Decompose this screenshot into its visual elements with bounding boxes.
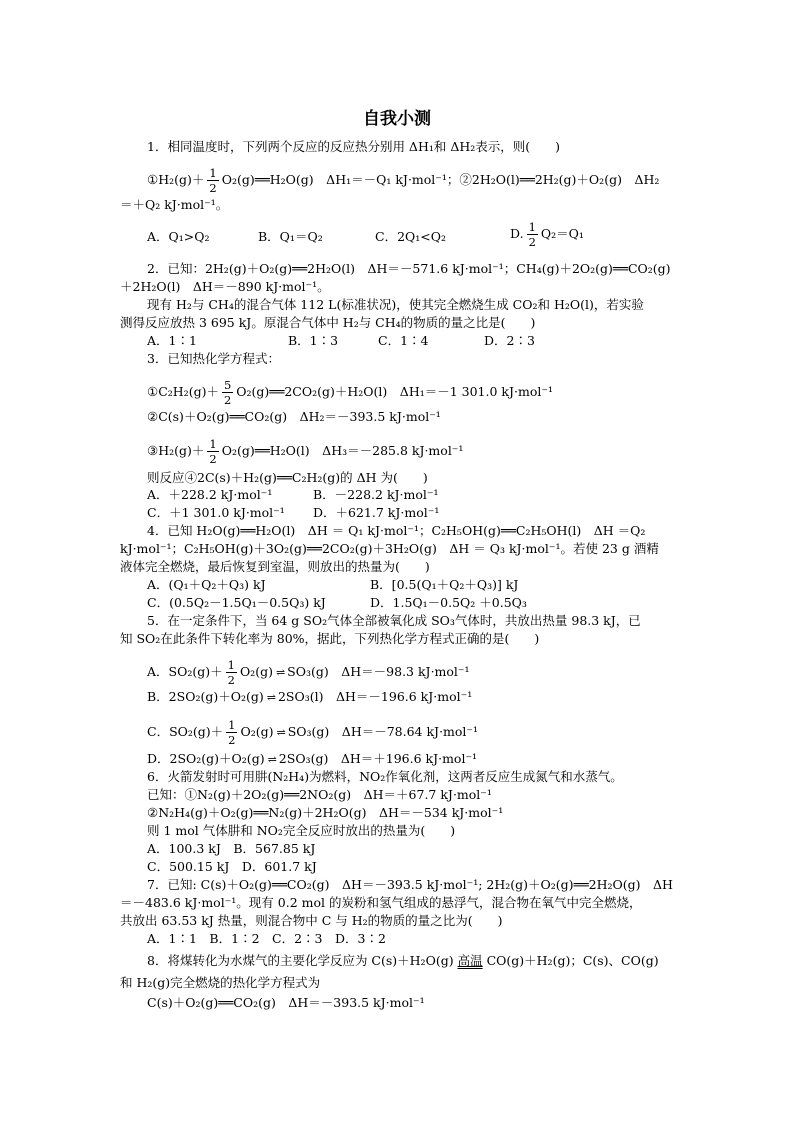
q1-equation [147,166,659,195]
fraction-denominator: 2 [528,235,536,249]
q3-eq-part: O₂(g)══H₂O(l) ΔH₃＝－285.8 kJ·mol⁻¹ [221,443,464,458]
equilibrium-arrow-icon: ⇌ [276,726,285,739]
q4-option-a: A．(Q₁＋Q₂＋Q₃) kJ [147,577,266,592]
q1-option-b: B．Q₁＝Q₂ [258,229,323,244]
q5-option-c [147,718,478,747]
q5-option-a [147,658,470,687]
q8-line-2: 和 H₂(g)完全燃烧的热化学方程式为 [120,975,321,990]
fraction-denominator: 2 [228,733,236,747]
q7-line-2: ＝－483.6 kJ·mol⁻¹。现有 0.2 mol 的炭粉和氢气组成的悬浮气，混合物在氧气中完全燃烧， [120,895,642,910]
fraction-denominator: 2 [223,393,232,407]
q5-line-1: 5．在一定条件下，当 64 g SO₂气体全部被氧化成 SO₃气体时，共放出热量 98.3 kJ，已 [147,613,641,628]
page-title: 自我小测 [363,109,431,129]
q5-option-b [147,688,472,707]
q5-a-part: O₂(g) [239,664,273,679]
q4-option-b: B．[0.5(Q₁＋Q₂＋Q₃)] kJ [370,577,519,592]
q5-line-2: 知 SO₂在此条件下转化率为 80%，据此，下列热化学方程式正确的是( ) [120,631,540,646]
q3-eq-part: O₂(g)══2CO₂(g)＋H₂O(l) ΔH₁＝－1 301.0 kJ·mol⁻¹ [236,384,553,399]
q5-d-part: 2SO₃(g) ΔH＝＋196.6 kJ·mol⁻¹ [278,751,478,766]
q6-line-2: 已知：①N₂(g)＋2O₂(g)══2NO₂(g) ΔH＝＋67.7 kJ·mol⁻¹ [147,787,492,802]
q8-line-1 [147,952,659,970]
fraction [226,718,237,747]
q4-line-3: 液体完全燃烧，最后恢复到室温，则放出的热量为( ) [120,559,430,574]
fraction-numerator: 5 [223,378,232,392]
q2-option-c: C．1∶4 [378,333,429,348]
fraction [207,437,218,466]
q2-option-b: B．1∶3 [288,333,339,348]
reaction-condition: 高温 [457,953,483,968]
q5-b-part: B．2SO₂(g)＋O₂(g) [147,689,264,704]
q2-line-3: 现有 H₂与 CH₄的混合气体 112 L(标准状况)，使其完全燃烧生成 CO₂和 H₂O(l)，若实验 [147,297,644,312]
fraction-numerator: 1 [227,658,235,672]
fraction [527,220,538,249]
q1-option-d-label: D. [510,226,524,241]
fraction [226,658,237,687]
q5-d-part: D．2SO₂(g)＋O₂(g) [147,751,265,766]
q5-c-part: O₂(g) [240,724,274,739]
q1-eq-part: O₂(g)══H₂O(g) ΔH₁＝－Q₁ kJ·mol⁻¹；②2H₂O(l)══2H₂(g)＋O₂(g) ΔH₂ [221,172,660,187]
q2-line-2: ＋2H₂O(l) ΔH＝－890 kJ·mol⁻¹。 [120,279,330,294]
q1-eq-part: ①H₂(g)＋ [147,172,205,187]
q5-option-d [147,750,477,769]
q2-option-a: A．1∶1 [147,333,197,348]
q3-eq-part: ③H₂(g)＋ [147,443,205,458]
fraction-denominator: 2 [227,673,235,687]
fraction [222,378,233,407]
q1-option-c: C．2Q₁<Q₂ [375,229,447,244]
q3-equation-2: ②C(s)＋O₂(g)══CO₂(g) ΔH₂＝－393.5 kJ·mol⁻¹ [147,409,441,424]
fraction-numerator: 1 [209,437,217,451]
q6-options-ab: A．100.3 kJ B．567.85 kJ [147,841,316,856]
q6-line-1: 6．火箭发射时可用肼(N₂H₄)为燃料，NO₂作氧化剂，这两者反应生成氮气和水蒸气。 [147,769,623,784]
fraction-numerator: 1 [209,166,217,180]
q1-stem: 1．相同温度时，下列两个反应的反应热分别用 ΔH₁和 ΔH₂表示，则( ) [147,139,561,154]
q1-option-d-text: Q₂＝Q₁ [540,226,584,241]
q6-line-4: 则 1 mol 气体肼和 NO₂完全反应时放出的热量为( ) [147,823,456,838]
equilibrium-arrow-icon: ⇌ [266,691,275,704]
q3-equation-3 [147,437,463,466]
fraction-numerator: 1 [528,220,536,234]
q4-option-d: D．1.5Q₁－0.5Q₂ ＋0.5Q₃ [370,595,527,610]
q3-stem: 3．已知热化学方程式： [147,351,280,366]
q3-eq-part: ①C₂H₂(g)＋ [147,384,219,399]
q3-option-b: B．－228.2 kJ·mol⁻¹ [313,487,439,502]
q3-option-d: D．＋621.7 kJ·mol⁻¹ [313,505,440,520]
q1-option-a: A．Q₁>Q₂ [147,229,210,244]
q7-line-3: 共放出 63.53 kJ 热量，则混合物中 C 与 H₂的物质的量之比为( ) [120,913,503,928]
q1-equation-cont: ＝＋Q₂ kJ·mol⁻¹。 [120,197,229,212]
fraction-numerator: 1 [228,718,236,732]
q3-equation-1 [147,378,553,407]
q3-option-a: A．＋228.2 kJ·mol⁻¹ [147,487,273,502]
q2-line-1: 2．已知：2H₂(g)＋O₂(g)══2H₂O(l) ΔH＝－571.6 kJ·mol⁻¹；CH₄(g)＋2O₂(g)══CO₂(g) [147,261,671,276]
fraction-denominator: 2 [209,181,217,195]
q2-option-d: D．2∶3 [484,333,535,348]
fraction [207,166,218,195]
q1-option-d [510,220,584,249]
q6-options-cd: C．500.15 kJ D．601.7 kJ [147,859,317,874]
q6-line-3: ②N₂H₄(g)＋O₂(g)══N₂(g)＋2H₂O(g) ΔH＝－534 kJ·mol⁻¹ [147,805,504,820]
q8-part: CO(g)＋H₂(g)；C(s)、CO(g) [486,953,659,968]
q8-line-3: C(s)＋O₂(g)══CO₂(g) ΔH＝－393.5 kJ·mol⁻¹ [147,995,425,1010]
q7-line-1: 7．已知: C(s)＋O₂(g)══CO₂(g) ΔH＝－393.5 kJ·mol⁻¹; 2H₂(g)＋O₂(g)══2H₂O(g) ΔH [147,877,673,892]
q4-option-c: C．(0.5Q₂－1.5Q₁－0.5Q₃) kJ [147,595,326,610]
q8-part: 8．将煤转化为水煤气的主要化学反应为 C(s)＋H₂O(g) [147,953,454,968]
q4-line-2: kJ·mol⁻¹；C₂H₅OH(g)＋3O₂(g)══2CO₂(g)＋3H₂O(g) ΔH ＝ Q₃ kJ·mol⁻¹。若使 23 g 酒精 [120,541,659,556]
q3-option-c: C．＋1 301.0 kJ·mol⁻¹ [147,505,285,520]
q5-a-part: SO₃(g) ΔH＝－98.3 kJ·mol⁻¹ [287,664,470,679]
equilibrium-arrow-icon: ⇌ [267,753,276,766]
q2-line-4: 测得反应放热 3 695 kJ。原混合气体中 H₂与 CH₄的物质的量之比是( ) [120,315,536,330]
q7-options: A．1∶1 B．1∶2 C．2∶3 D．3∶2 [147,931,386,946]
q5-b-part: 2SO₃(l) ΔH＝－196.6 kJ·mol⁻¹ [277,689,473,704]
fraction-denominator: 2 [209,452,217,466]
q5-c-part: SO₃(g) ΔH＝－78.64 kJ·mol⁻¹ [287,724,479,739]
equilibrium-arrow-icon: ⇌ [275,666,285,679]
q3-ask: 则反应④2C(s)＋H₂(g)══C₂H₂(g)的 ΔH 为( ) [147,470,428,485]
q4-line-1: 4．已知 H₂O(g)══H₂O(l) ΔH ＝ Q₁ kJ·mol⁻¹；C₂H₅OH(g)══C₂H₅OH(l) ΔH ＝Q₂ [147,523,646,538]
q5-c-part: C．SO₂(g)＋ [147,724,224,739]
q5-a-part: A．SO₂(g)＋ [147,664,223,679]
